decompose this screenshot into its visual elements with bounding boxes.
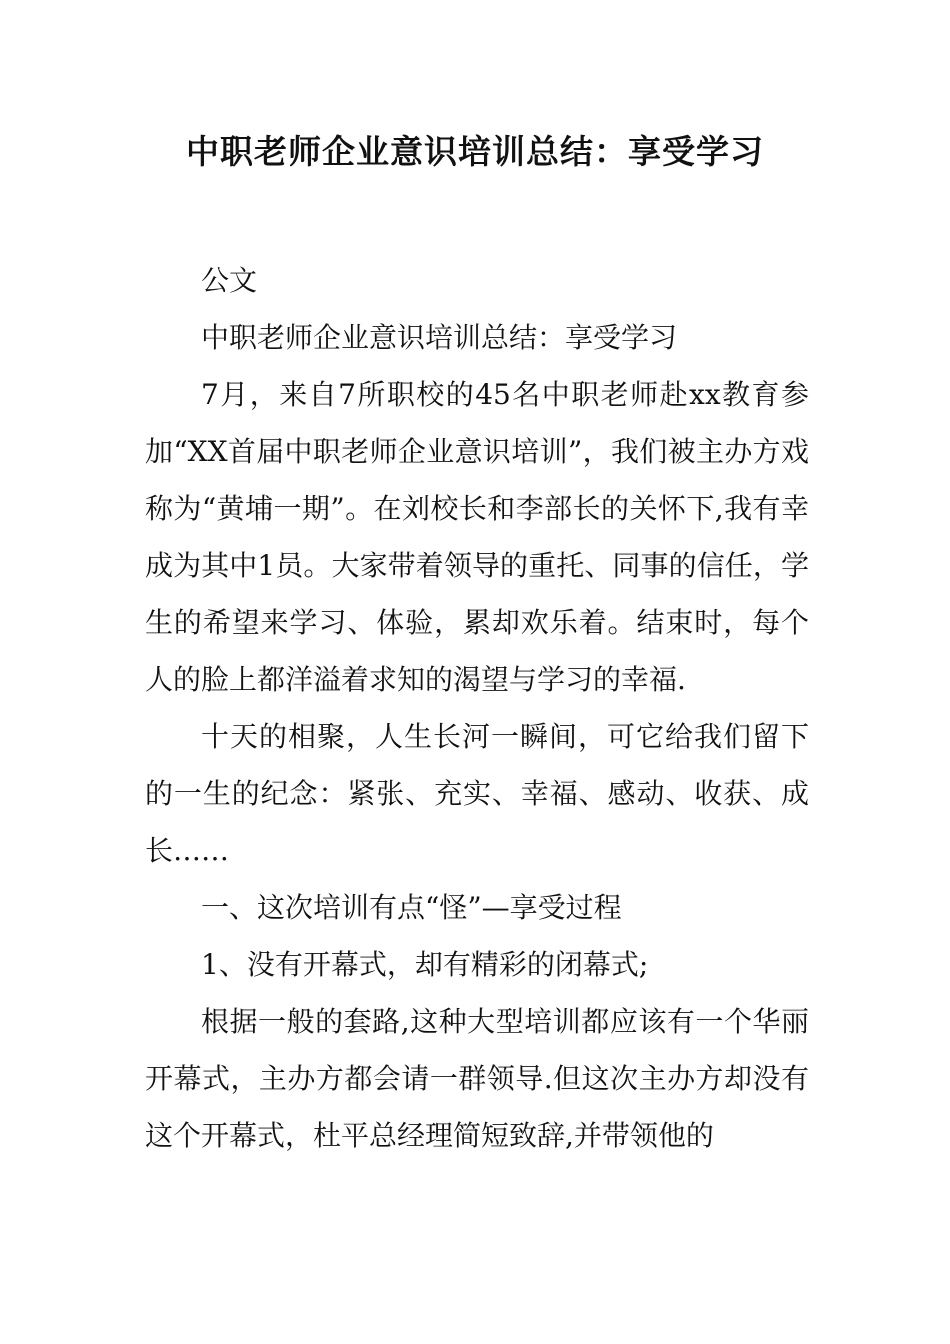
paragraph-opening-ceremony: 根据一般的套路,这种大型培训都应该有一个华丽开幕式，主办方都会请一群领导.但这次主办方却没有这个开幕式，杜平总经理简短致辞,并带领他的 [145,1005,809,1152]
paragraph-intro: 7月，来自7所职校的45名中职老师赴xx教育参加“XX首届中职老师企业意识培训”，我们被主办方戏称为“黄埔一期”。在刘校长和李部长的关怀下,我有幸成为其中1员。大家带着领导的重托、同事的信任，学生的希望来学习、体验，累却欢乐着。结束时，每个人的脸上都洋溢着求知的渴望与学习的幸福. [145,378,809,696]
subsection-heading-1: 1、没有开幕式，却有精彩的闭幕式; [201,948,649,981]
document-title: 中职老师企业意识培训总结：享受学习 [186,132,764,171]
paragraph-reflection: 十天的相聚，人生长河一瞬间，可它给我们留下的一生的纪念：紧张、充实、幸福、感动、收获、成长…… [145,720,809,867]
document-body [145,252,809,1164]
paragraph-subtitle: 中职老师企业意识培训总结：享受学习 [201,321,678,354]
section-heading-1: 一、这次培训有点“怪”—享受过程 [201,891,622,924]
paragraph-category: 公文 [201,264,258,297]
